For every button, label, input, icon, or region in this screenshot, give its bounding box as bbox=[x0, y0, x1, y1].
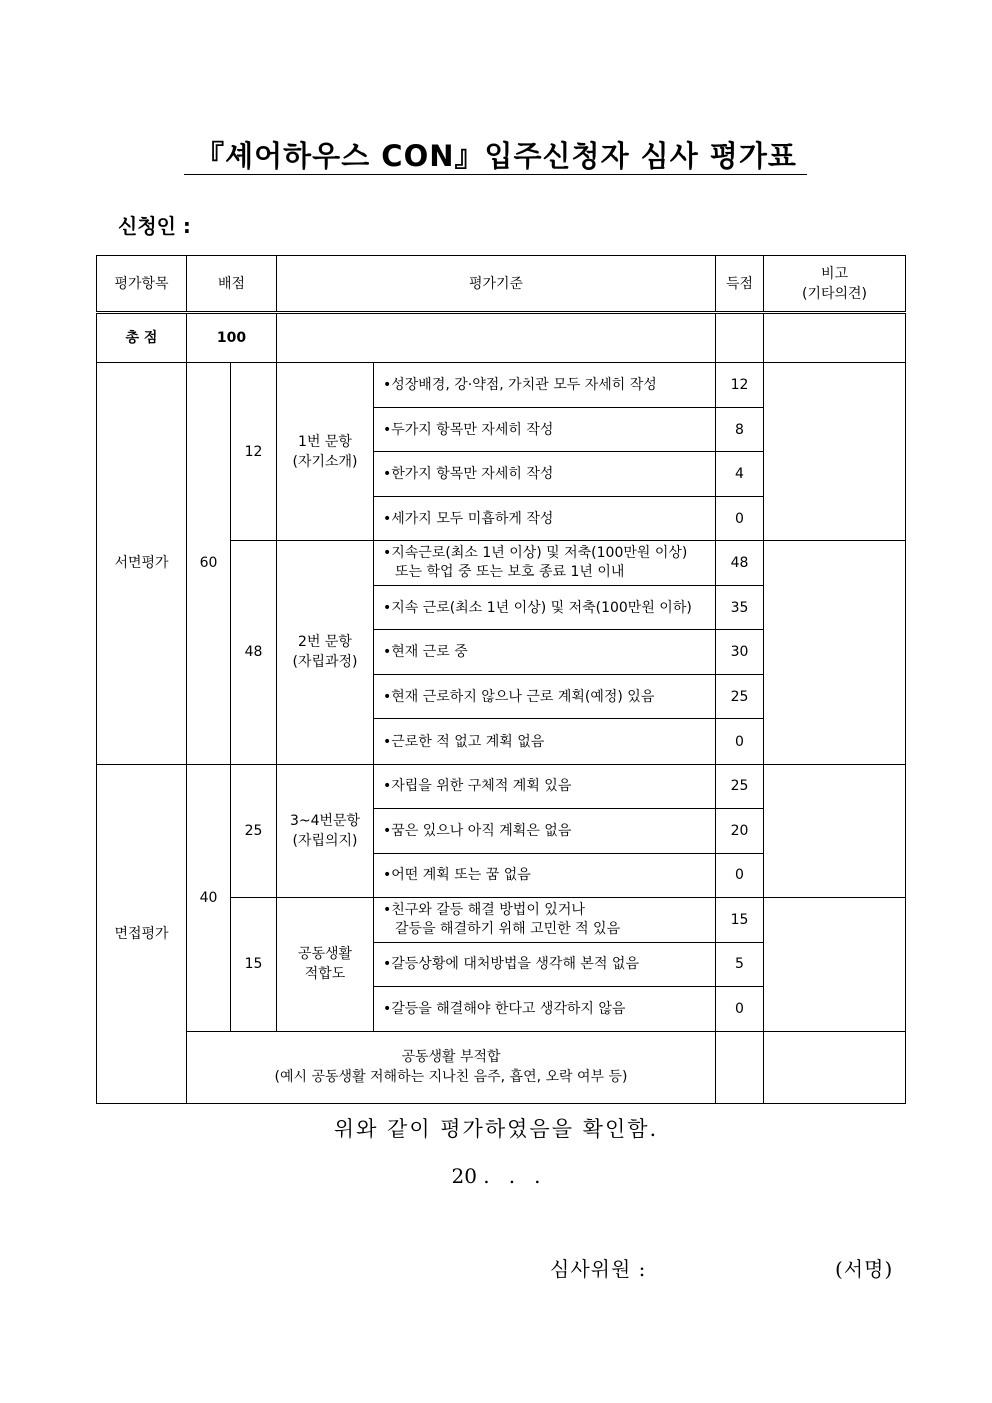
unfit-score-cell bbox=[716, 1031, 764, 1103]
q34-points: 25 bbox=[231, 764, 277, 897]
total-criteria-cell bbox=[277, 313, 716, 363]
evaluation-table bbox=[96, 255, 906, 1104]
criterion-score: 20 bbox=[716, 808, 764, 853]
q34-name-line1: 3~4번문항 bbox=[289, 812, 361, 829]
q2-name-line2: (자립과정) bbox=[292, 654, 358, 671]
written-points: 60 bbox=[187, 363, 231, 764]
criterion-score: 4 bbox=[716, 452, 764, 497]
criterion-text: •한가지 항목만 자세히 작성 bbox=[374, 452, 716, 497]
unfit-row bbox=[97, 1031, 906, 1103]
criterion-text: •갈등상황에 대처방법을 생각해 본적 없음 bbox=[374, 942, 716, 986]
q2-points: 48 bbox=[231, 541, 277, 764]
criterion-score: 12 bbox=[716, 363, 764, 408]
header-remark bbox=[764, 256, 906, 313]
criterion-text: •갈등을 해결해야 한다고 생각하지 않음 bbox=[374, 986, 716, 1031]
confirmation-statement: 위와 같이 평가하였음을 확인함. bbox=[333, 1117, 659, 1141]
q1-name-line2: (자기소개) bbox=[292, 453, 358, 470]
criterion-text: •세가지 모두 미흡하게 작성 bbox=[374, 497, 716, 541]
table-row bbox=[97, 764, 906, 808]
community-name bbox=[277, 897, 374, 1031]
total-remark-cell bbox=[764, 313, 906, 363]
unfit-remark-cell bbox=[764, 1031, 906, 1103]
criterion-text bbox=[374, 541, 716, 586]
table-row bbox=[97, 363, 906, 408]
header-row bbox=[97, 256, 906, 313]
criterion-text: •성장배경, 강·약점, 가치관 모두 자세히 작성 bbox=[374, 363, 716, 408]
q2-name bbox=[277, 541, 374, 764]
q1-remark-cell bbox=[764, 363, 906, 541]
total-score-cell bbox=[716, 313, 764, 363]
q34-remark-cell bbox=[764, 764, 906, 897]
criterion-score: 8 bbox=[716, 408, 764, 452]
criterion-score: 35 bbox=[716, 586, 764, 630]
unfit-line2: (예시 공동생활 저해하는 지나친 음주, 흡연, 오락 여부 등) bbox=[274, 1069, 628, 1086]
signature-label: (서명) bbox=[835, 1257, 894, 1281]
applicant-label: 신청인 : bbox=[118, 214, 191, 238]
criterion-score: 0 bbox=[716, 853, 764, 897]
criterion-text: •지속 근로(최소 1년 이상) 및 저축(100만원 이하) bbox=[374, 586, 716, 630]
written-label: 서면평가 bbox=[97, 363, 187, 764]
criterion-text: •꿈은 있으나 아직 계획은 없음 bbox=[374, 808, 716, 853]
date-line: 20 . . . bbox=[451, 1164, 541, 1188]
total-row bbox=[97, 313, 906, 363]
community-points: 15 bbox=[231, 897, 277, 1031]
q1-name bbox=[277, 363, 374, 541]
criterion-text: •어떤 계획 또는 꿈 없음 bbox=[374, 853, 716, 897]
header-item: 평가항목 bbox=[97, 256, 187, 313]
criterion-text: •두가지 항목만 자세히 작성 bbox=[374, 408, 716, 452]
header-score: 득점 bbox=[716, 256, 764, 313]
criterion-text-line2: 갈등을 해결하기 위해 고민한 적 있음 bbox=[395, 920, 621, 937]
q2-remark-cell bbox=[764, 541, 906, 764]
total-label: 총 점 bbox=[97, 313, 187, 363]
unfit-line1: 공동생활 부적합 bbox=[401, 1049, 501, 1066]
criterion-score: 0 bbox=[716, 719, 764, 764]
header-criteria: 평가기준 bbox=[277, 256, 716, 313]
q2-name-line1: 2번 문항 bbox=[298, 634, 352, 651]
criterion-score: 25 bbox=[716, 764, 764, 808]
criterion-text: •현재 근로하지 않으나 근로 계획(예정) 있음 bbox=[374, 675, 716, 719]
header-remark-line2: (기타의견) bbox=[802, 285, 868, 302]
q34-name bbox=[277, 764, 374, 897]
q34-name-line2: (자립의지) bbox=[292, 832, 358, 849]
interview-points: 40 bbox=[187, 764, 231, 1031]
criterion-text: •현재 근로 중 bbox=[374, 630, 716, 675]
criterion-text-line2: 또는 학업 중 또는 보호 종료 1년 이내 bbox=[395, 564, 625, 581]
criterion-score: 25 bbox=[716, 675, 764, 719]
criterion-score: 15 bbox=[716, 897, 764, 942]
q1-points: 12 bbox=[231, 363, 277, 541]
criterion-score: 5 bbox=[716, 942, 764, 986]
unfit-text bbox=[187, 1031, 716, 1103]
criterion-text-line1: •친구와 갈등 해결 방법이 있거나 bbox=[383, 901, 585, 918]
interview-label: 면접평가 bbox=[97, 764, 187, 1103]
criterion-text: •근로한 적 없고 계획 없음 bbox=[374, 719, 716, 764]
criterion-text: •자립을 위한 구체적 계획 있음 bbox=[374, 764, 716, 808]
document-title: 『셰어하우스 CON』입주신청자 심사 평가표 bbox=[195, 139, 797, 173]
title-underline bbox=[184, 174, 807, 175]
community-name-line2: 적합도 bbox=[304, 966, 346, 983]
criterion-score: 48 bbox=[716, 541, 764, 586]
header-remark-line1: 비고 bbox=[820, 265, 849, 282]
criterion-score: 0 bbox=[716, 986, 764, 1031]
criterion-text bbox=[374, 897, 716, 942]
criterion-text-line1: •지속근로(최소 1년 이상) 및 저축(100만원 이상) bbox=[383, 545, 688, 562]
examiner-label: 심사위원 : bbox=[550, 1257, 647, 1281]
criterion-score: 0 bbox=[716, 497, 764, 541]
criterion-score: 30 bbox=[716, 630, 764, 675]
header-points: 배점 bbox=[187, 256, 277, 313]
q1-name-line1: 1번 문항 bbox=[298, 433, 352, 450]
community-name-line1: 공동생활 bbox=[297, 946, 353, 963]
community-remark-cell bbox=[764, 897, 906, 1031]
total-value: 100 bbox=[187, 313, 277, 363]
